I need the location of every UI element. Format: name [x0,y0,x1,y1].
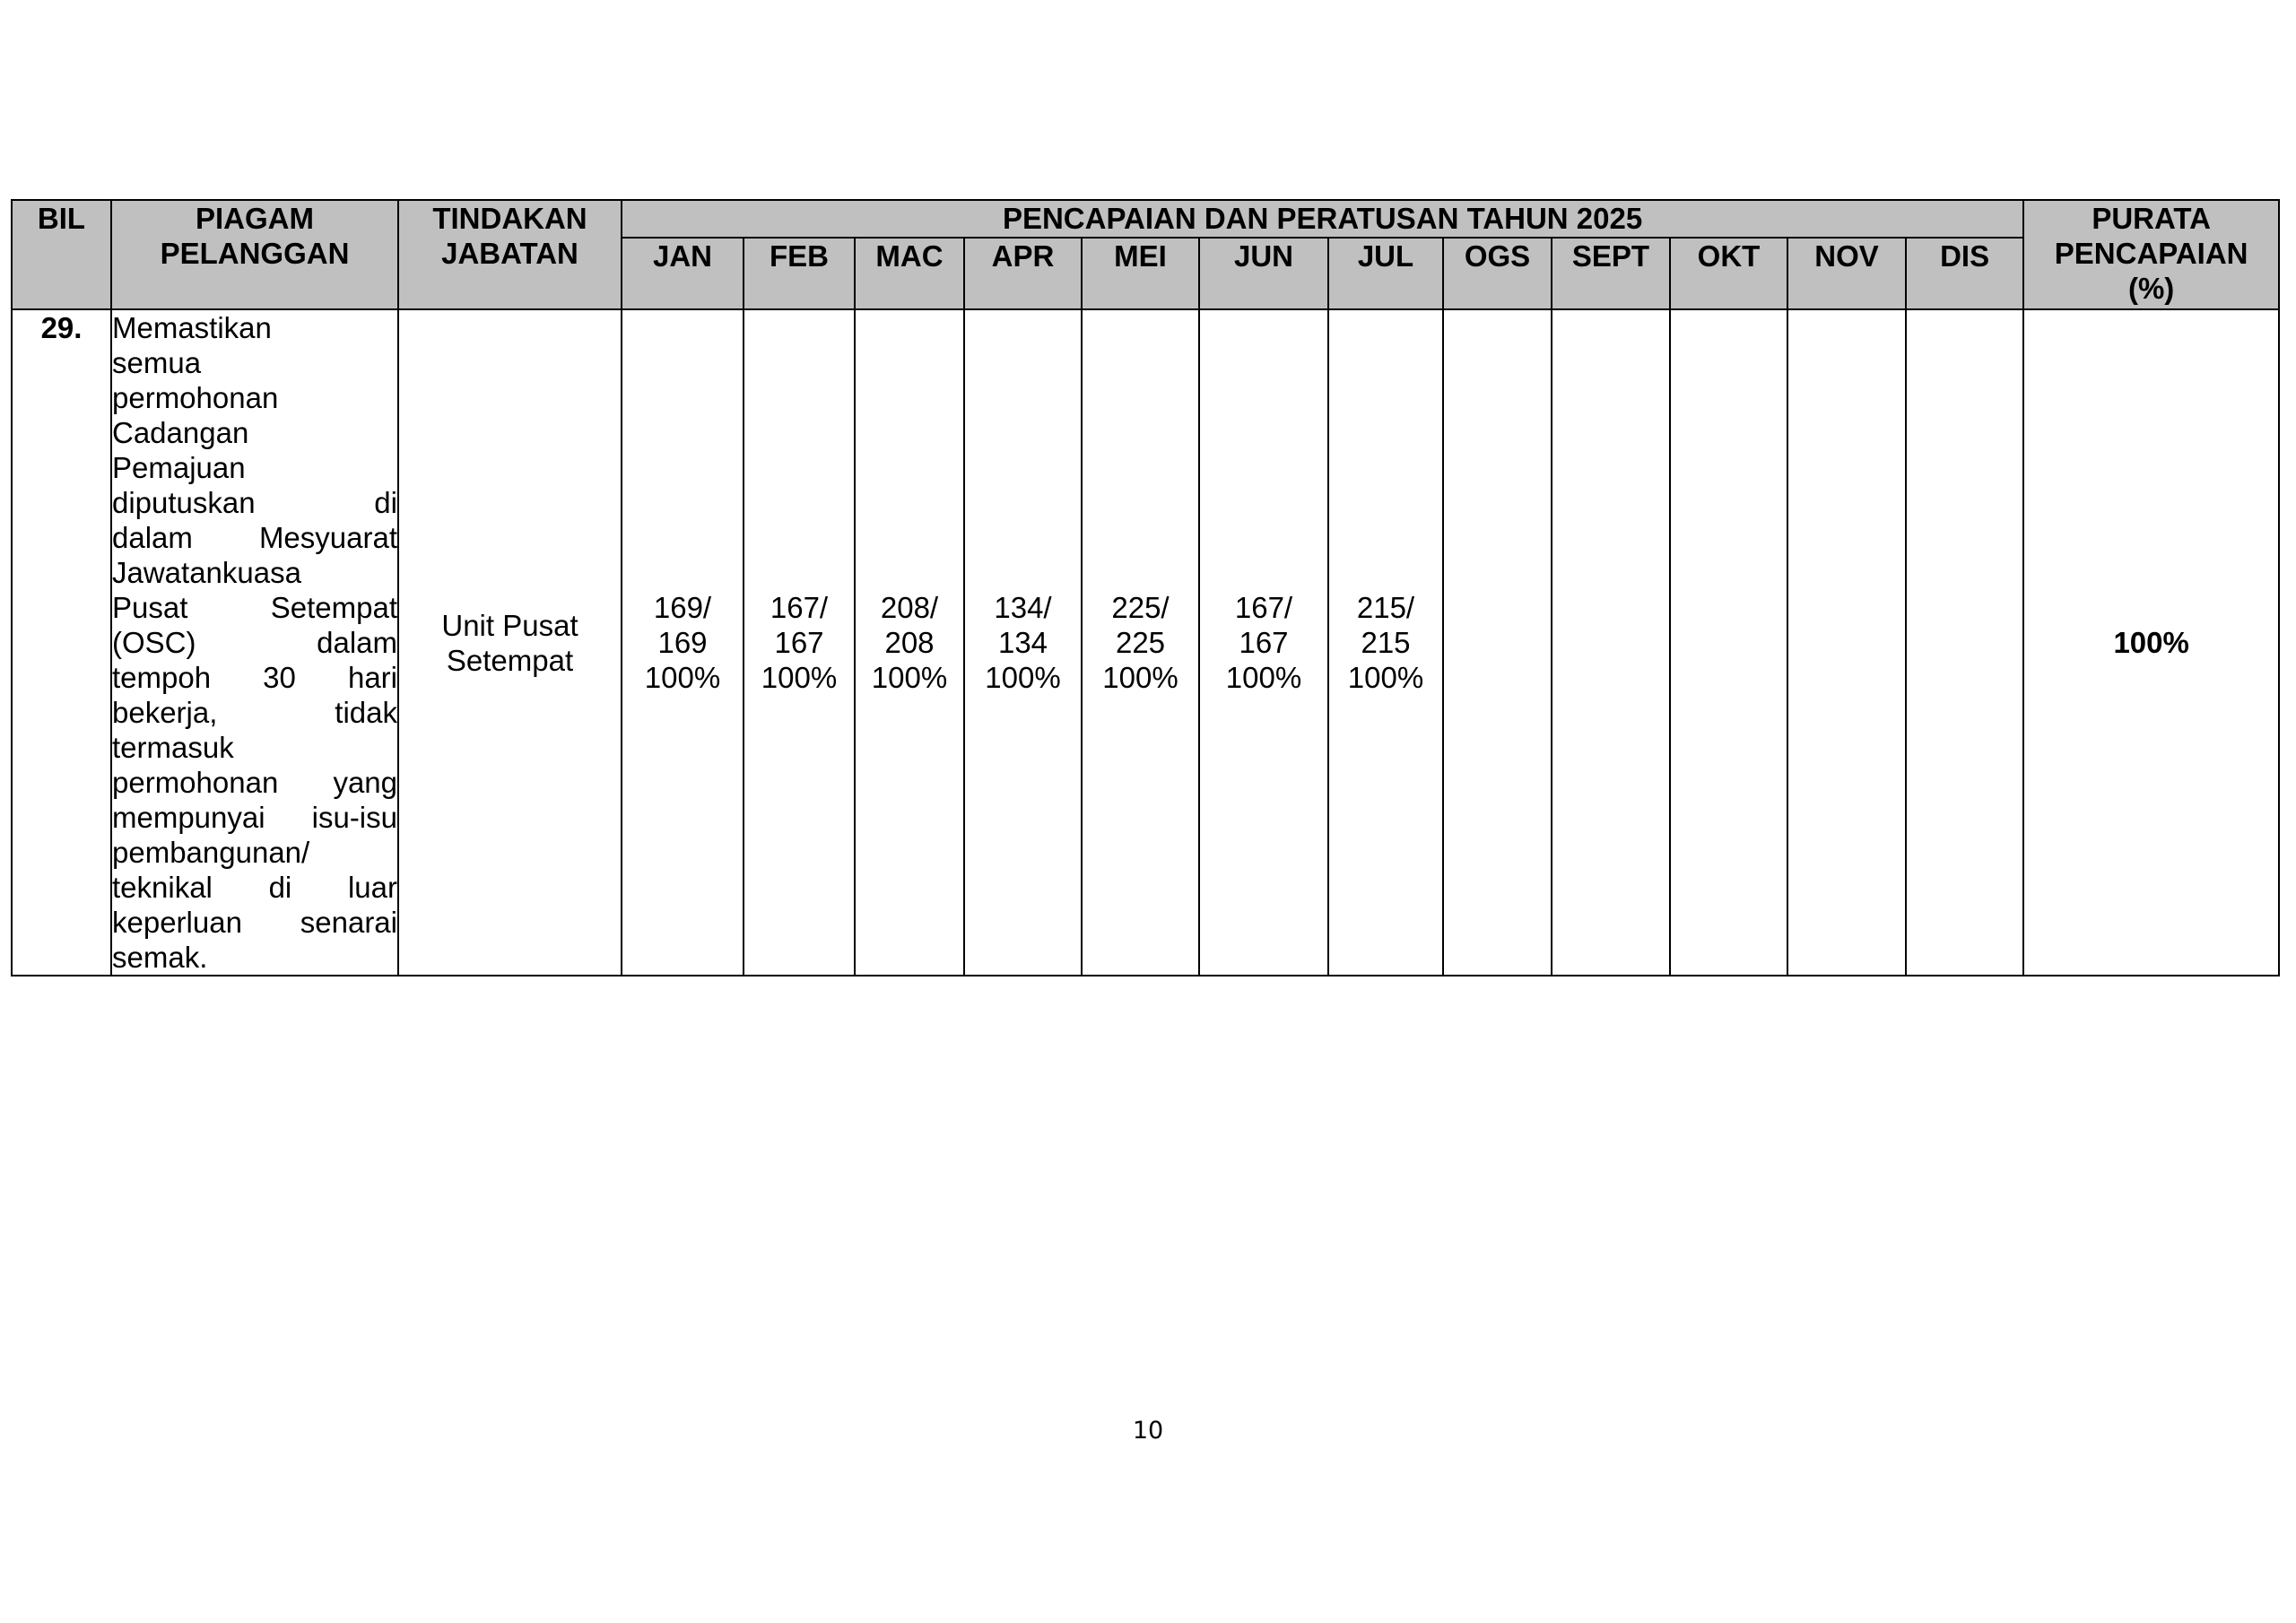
header-month-feb: FEB [744,238,855,309]
charter-table [11,199,2280,976]
row-purata: 100% [2023,309,2279,976]
cell-jun: 167/ 167 100% [1199,309,1328,976]
cell-feb: 167/ 167 100% [744,309,855,976]
header-month-ogs: OGS [1443,238,1552,309]
page-number: 10 [1132,1417,1164,1445]
header-purata: PURATA PENCAPAIAN (%) [2023,200,2279,309]
header-bil: BIL [12,200,111,309]
cell-apr: 134/ 134 100% [964,309,1082,976]
table-row [12,309,2279,976]
header-month-apr: APR [964,238,1082,309]
header-month-jul: JUL [1328,238,1443,309]
header-month-okt: OKT [1670,238,1787,309]
header-month-mac: MAC [855,238,964,309]
row-piagam: Memastikan semua permohonan Cadangan Pemajuan diputuskan di dalam Mesyuarat Jawatankuasa Pusat Setempat (OSC) dalam tempoh 30 hari bekerja, tidak termasuk permohonan yang mempunyai isu-isu pembangunan/ teknikal di luar keperluan senarai semak. [112,311,397,974]
header-piagam: PIAGAM PELANGGAN [111,200,398,309]
header-month-jun: JUN [1199,238,1328,309]
header-month-nov: NOV [1787,238,1906,309]
cell-mac: 208/ 208 100% [855,309,964,976]
header-month-jan: JAN [622,238,744,309]
cell-mei: 225/ 225 100% [1082,309,1199,976]
row-tindakan: Unit Pusat Setempat [398,309,622,976]
header-month-sept: SEPT [1552,238,1670,309]
cell-ogs [1443,309,1552,976]
header-month-mei: MEI [1082,238,1199,309]
cell-jul: 215/ 215 100% [1328,309,1443,976]
row-bil: 29. [12,309,111,976]
header-month-dis: DIS [1906,238,2023,309]
header-pencapaian: PENCAPAIAN DAN PERATUSAN TAHUN 2025 [622,200,2023,238]
cell-okt [1670,309,1787,976]
cell-sept [1552,309,1670,976]
cell-jan: 169/ 169 100% [622,309,744,976]
cell-dis [1906,309,2023,976]
cell-nov [1787,309,1906,976]
header-tindakan: TINDAKAN JABATAN [398,200,622,309]
